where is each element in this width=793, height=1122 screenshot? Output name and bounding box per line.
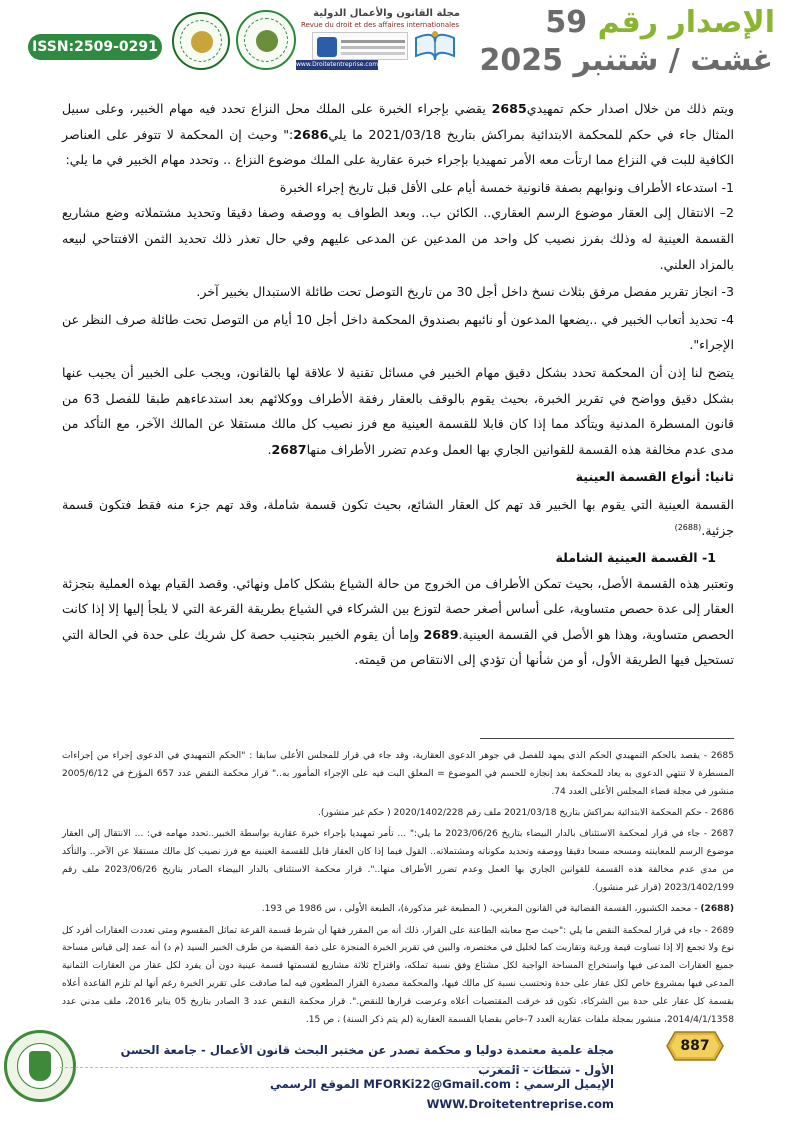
footer-divider bbox=[60, 1067, 570, 1068]
list-item: 2– الانتقال إلى العقار موضوع الرسم العقاري.. الكائن ب.. وبعد الطواف به ووصفه وصفا دقيقا وتحديد مشتملاته وضع مشاريع القسمة العينية له وذلك بفرز نصيب كل واحد من المدعين عن المدعى عليهم وفي حال تعذر ذلك تحديد الثمن الافتتاحي لبيعه بالمزاد العلني. bbox=[62, 205, 734, 272]
paragraph: يتضح لنا إذن أن المحكمة تحدد بشكل دقيق مهام الخبير في مسائل تقنية لا علاقة لها بالقانون، ويجب على الخبير أن يجيب عنها بشكل دقيق وواضح في تقرير الخبرة، بحيث يقوم بالوقف بالعقار رفقة الأطراف ووكلائهم بعد استدعاءهم طبقا للفصل 63 من قانون المسطرة المدنية ويتأكد مما إذا كان قابلا للقسمة العينية مع فرز نصيب كل مالك مستقلا عن المالك الآخر، مع التأكد من مدى عدم مخالفة هذه القسمة للقوانين الجاري بها العمل وعدم تضرر الأطراف منها2687. bbox=[62, 364, 734, 457]
footnote-2688: (2688) - محمد الكشبور، القسمة القضائية في القانون المغربي، ( المطبعة غير مذكورة)، الطبعة الأولى ، س 1986 ص 193. bbox=[261, 904, 734, 915]
footnote-2686: 2686 - حكم المحكمة الابتدائية بمراكش بتاريخ 2021/03/18 ملف رقم 2020/1402/228 ( حكم غير منشور). bbox=[317, 807, 734, 818]
header-website-strip: www.Droitetentreprise.com bbox=[296, 61, 379, 68]
list-item: 3- انجاز تقرير مفصل مرفق بثلاث نسخ داخل أجل 30 من تاريخ التوصل تحت طائلة الاستبدال بخبير آخر. bbox=[196, 284, 734, 300]
open-book-icon bbox=[412, 26, 458, 66]
website-label: الموقع الرسمي bbox=[269, 1077, 360, 1091]
footnote-ref: 2685 bbox=[491, 101, 527, 116]
university-logo bbox=[312, 32, 408, 60]
footnote-ref: 2687 bbox=[271, 441, 307, 457]
footnote-2685: 2685 - يقصد بالحكم التمهيدي الحكم الذي يمهد للفصل في جوهر الدعوى العقارية، وقد جاء في قرار للمجلس الأعلى سابقا : "الحكم التمهيدي في الدعوى إجراء من إجراءات المسطرة لا تنتهي الدعوى به يعاد للمحكمة بعد إنجازه للحسم في الموضوع = المعلق البت فيه على الإجراء المأمور به.." قرار محكمة النقض عدد 657 المؤرخ في 2005/6/12 منشور في مجلة قضاء المجلس الأعلى العدد 74. bbox=[62, 751, 734, 797]
paragraph: القسمة العينية التي يقوم بها الخبير قد تهم كل العقار الشائع، بحيث تكون قسمة شاملة، وقد تهم جزء منه فقط فتكون قسمة جزئية.$^{(2688)}$ bbox=[62, 496, 734, 538]
section-heading: ثانيا: أنواع القسمة العينية bbox=[575, 469, 734, 485]
footnotes bbox=[62, 748, 734, 1033]
faculty-seal-logo bbox=[236, 10, 296, 70]
journal-latin-name: Revue du droit et des affaires internationales bbox=[300, 21, 460, 29]
subsection-heading: 1- القسمة العينية الشاملة bbox=[555, 550, 716, 566]
lab-seal-logo bbox=[172, 12, 230, 70]
footnote-2689: 2689 - جاء في قرار لمحكمة النقض ما يلي :"حيث صح معابته الطاعنة على القرار، ذلك أنه من المقرر فقها أن شرط قسمة القرعة تماثل المقسوم ومتى تعددت العقارات أفرد كل نوع ولا تجمع إلا إذا تساوت قيمة ورغبة وتقاربت كما لخليل في مختصره، والبين في تقرير الخبرة المنجزة على ذمة القضية من طرف الخبير السيد (م د) أنه عمد إلى قياس مساحة جميع العقارات المدعى فيها واستخراج المساحة الواجبة لكل مشتاع وفق نسبة تملكه، واقتراح ثلاثة مشاريع لقسمتها قسمة عينية دون أن يفرد لكل عقار من العقارات الثمانية المدعى فيها بمشروع خاص لكل عقار على حدة وتحتسب نسبة كل مالك فيها، والمحكمة مصدرة القرار المطعون فيه لما صادقت على تقرير الخبرة رغم أنها لم تلزم القاعدة أعلاه بقسمة كل عقار على حدة بين الشركاء، تكون قد خرقت المقتضيات أعلاه وعرضت قرارها للنقض.". قرار محكمة النقض عدد 3 الصادر بتاريخ 05 يناير 2016، ملف مدني عدد 2014/4/1/1358، منشور بمجلة ملفات عقارية العدد 7-خاص بقضايا القسمة العقارية (لم يتم ذكر السنة) ، ص 15. bbox=[62, 925, 735, 1025]
page-header bbox=[0, 0, 793, 86]
issue-label: الإصدار رقم bbox=[597, 5, 775, 40]
footnote-divider bbox=[480, 738, 734, 739]
issue-number: 59 bbox=[545, 5, 588, 40]
issue-date: غشت / شتنبر 2025 bbox=[479, 43, 773, 78]
footnote-ref: 2689 bbox=[423, 626, 459, 642]
list-item: 1- استدعاء الأطراف ونوابهم بصفة قانونية خمسة أيام على الأقل قبل تاريخ إجراء الخبرة bbox=[279, 179, 734, 195]
paragraph: وتعتبر هذه القسمة الأصل، بحيث تمكن الأطراف من الخروج من حالة الشياع بشكل كامل ونهائي. وقصد القيام بهذه العملية بتجزئة العقار إلى عدة حصص متساوية، على أساس أصغر حصة لتوزع بين الشركاء في الشياع بطريقة القرعة التي لا يلجأ إليها إلا إذا كانت الحصص متساوية، وهذا هو الأصل في القسمة العينية.2689 وإما أن يقوم الخبير بتجنيب حصة كل شريك على حدة في الحالة التي تستحيل فيها الطريقة الأول، أو من شأنها أن تؤدي إلى الانتقاص من قيمته. bbox=[62, 575, 735, 668]
issue-title bbox=[475, 4, 775, 42]
article-body bbox=[62, 96, 734, 673]
editor-seal-logo bbox=[4, 1030, 76, 1102]
list-item: 4- تحديد أتعاب الخبير في ..يضعها المدعون أو نائبهم بصندوق المحكمة داخل أجل 10 أيام من التوصل تحت طائلة صرف النظر عن الإجراء". bbox=[62, 311, 734, 353]
paragraph: ويتم ذلك من خلال اصدار حكم تمهيدي2685 يقضي بإجراء الخبرة على الملك محل النزاع تحدد فيه مهام الخبير، وعلى سبيل المثال جاء في حكم للمحكمة الابتدائية بمراكش بتاريخ 2021/03/18 ما يلي2686:" وحيث إن المحكمة لا تتوفر على العناصر الكافية للبت في النزاع مما ارتأت معه الأمر تمهيديا بإجراء خبرة عقارية على الملك موضوع النزاع .. وتحدد مهام الخبير في ما يلي: bbox=[62, 101, 734, 168]
footnote-ref: 2686 bbox=[293, 126, 329, 142]
page-number: 887 bbox=[680, 1038, 710, 1054]
footer-contact-line bbox=[110, 1074, 614, 1114]
journal-name: مجلة القانون والأعمال الدولية bbox=[313, 8, 460, 19]
issn-badge: ISSN:2509-0291 bbox=[28, 34, 162, 60]
email-link[interactable]: MFORKi22@Gmail.com bbox=[363, 1077, 511, 1091]
footnote-2687: 2687 - جاء في قرار لمحكمة الاستئناف بالدار البيضاء بتاريخ 2023/06/26 ما يلي:" ... تأمر تمهيديا بإجراء خبرة عقارية بواسطة الخبير..تحدد مهامه في: ... الانتقال إلى العقار موضوع الرسم للمعاينته ومسحه مسحا دقيقا ووصفه وتحديد مكوناته ومشتملاته.. القول فيما إذا كان العقار قابل للقسمة العينية مع فرز نصيب كل مالك مستقلا عن الآخر.. والتأكد من مدى عدم مخالفة هذه القسمة للقوانين الجاري بها العمل وعدم تضرر الأطراف منها..". قرار محكمة الاستئناف بالدار البيضاء الصادر بتاريخ 2023/06/26 ملف رقم 2023/1402/199 (قرار غير منشور). bbox=[62, 829, 735, 893]
footnote-ref: (2688) bbox=[674, 522, 702, 532]
website-link[interactable]: WWW.Droitetentreprise.com bbox=[426, 1097, 614, 1111]
email-label: الإيميل الرسمي : bbox=[515, 1077, 614, 1091]
footer-journal-line: مجلة علمية معتمدة دوليا و محكمة تصدر عن مختبر البحث قانون الأعمال - جامعة الحسن الأول - سطات - المغرب bbox=[120, 1043, 614, 1077]
